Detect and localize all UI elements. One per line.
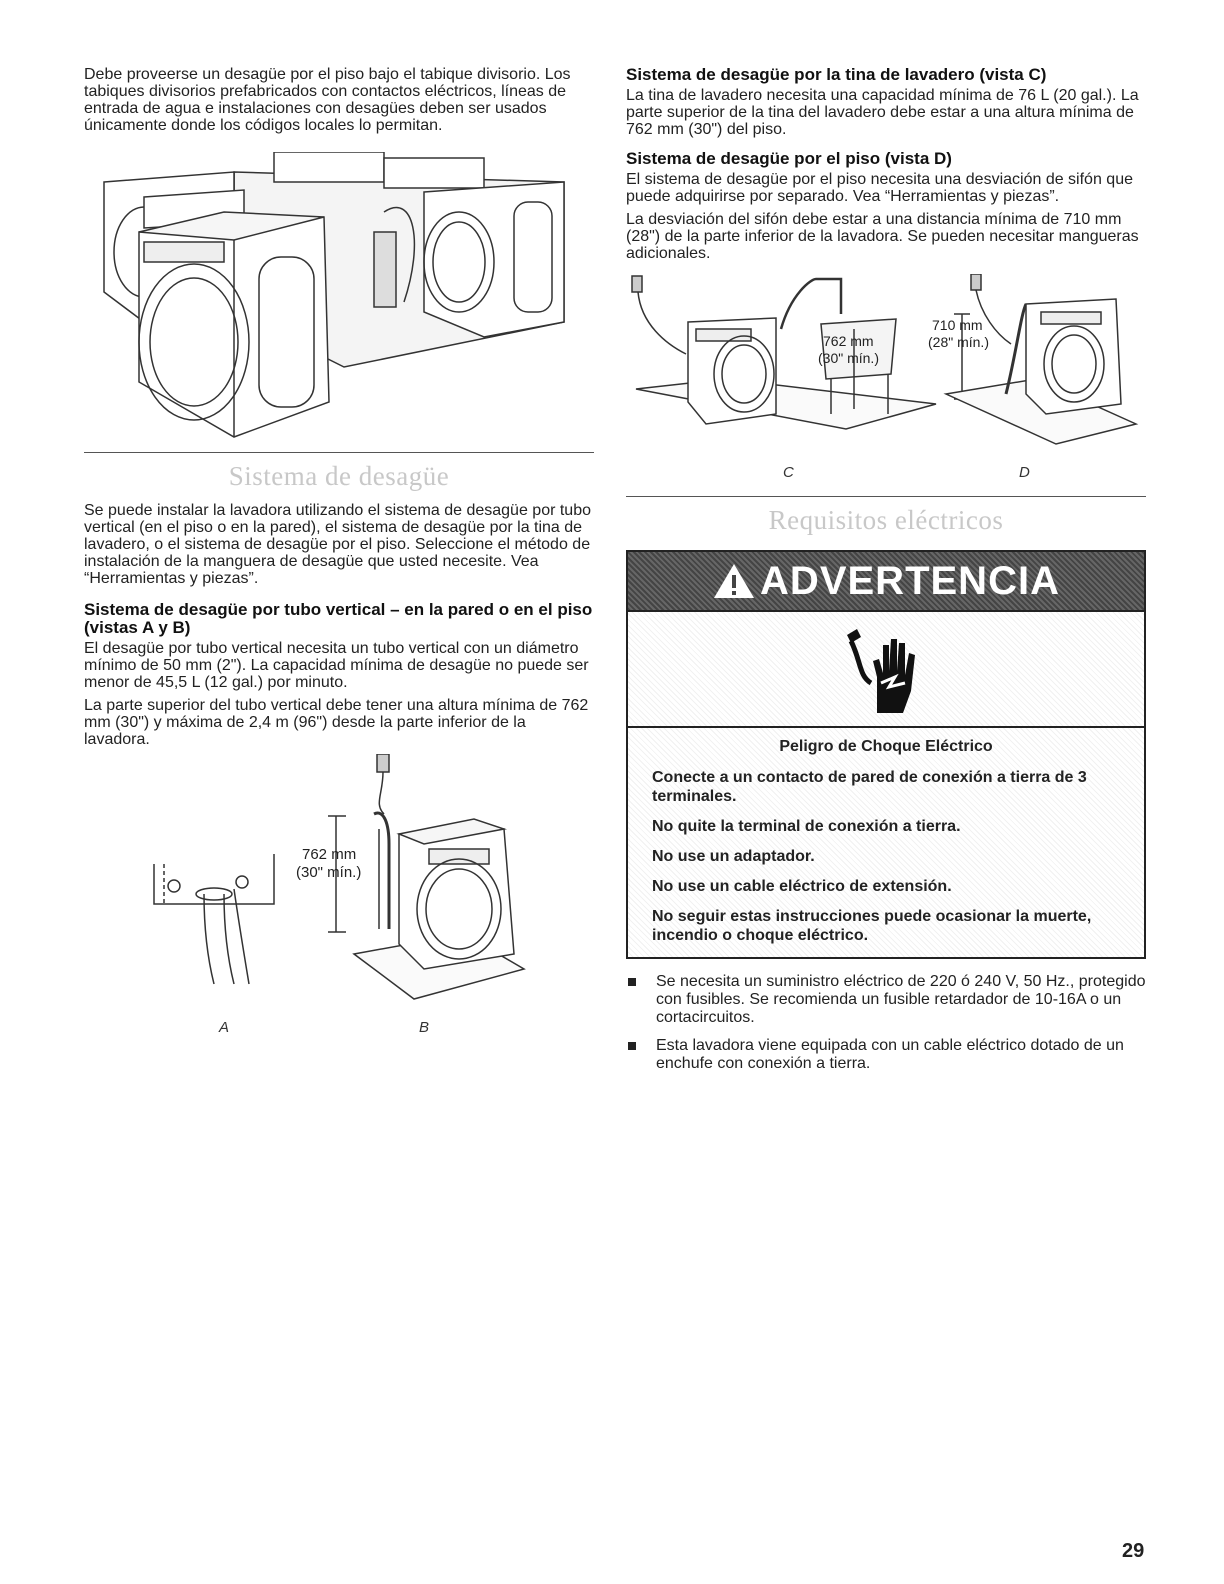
standpipe-paragraph-2: La parte superior del tubo vertical debe tener una altura mínima de 762 mm (30") y máxima de 2,4 m (96") desde la parte inferior de la lavadora. — [84, 697, 589, 748]
list-item — [626, 973, 1146, 1027]
electric-shock-hand-icon — [841, 621, 931, 717]
standpipe-heading: Sistema de desagüe por tubo vertical – en la pared o en el piso (vistas A y B) — [84, 600, 593, 637]
bullet-text-1: Se necesita un suministro eléctrico de 220 ó 240 V, 50 Hz., protegido con fusibles. Se recomienda un fusible retardador de 10-16A o un cortacircuitos. — [656, 973, 1146, 1026]
warning-triangle-icon — [712, 562, 756, 600]
floor-paragraph-1: El sistema de desagüe por el piso necesita una desviación de sifón que puede adquirirse por separado. Vea “Herramientas y piezas”. — [626, 171, 1133, 205]
bullet-square-icon — [628, 1042, 636, 1050]
warning-header — [628, 552, 1144, 610]
right-column — [626, 66, 1146, 1083]
bullet-square-icon — [628, 978, 636, 986]
floor-paragraph-2: La desviación del sifón debe estar a una distancia mínima de 710 mm (28") de la parte inferior de la lavadora. Se pueden necesitar mangueras adicionales. — [626, 211, 1139, 262]
warning-line-1: Conecte a un contacto de pared de conexión a tierra de 3 terminales. — [652, 769, 1087, 805]
tub-paragraph: La tina de lavadero necesita una capacidad mínima de 76 L (20 gal.). La parte superior de la tina del lavadero debe estar a una altura mínima de 762 mm (30") del piso. — [626, 87, 1139, 138]
warning-line-4: No use un cable eléctrico de extensión. — [652, 878, 952, 895]
caption-c: C — [783, 464, 794, 481]
warning-box — [626, 550, 1146, 959]
caption-a: A — [219, 1019, 230, 1036]
warning-icon-area — [628, 610, 1144, 728]
standpipe-paragraph-1: El desagüe por tubo vertical necesita un tubo vertical con un diámetro mínimo de 50 mm (2"). La capacidad mínima de desagüe no puede ser menor de 45,5 L (12 gal.) por minuto. — [84, 640, 589, 691]
partition-illustration — [84, 152, 594, 442]
warning-line-3: No use un adaptador. — [652, 848, 815, 865]
section-title-drain: Sistema de desagüe — [228, 461, 450, 491]
tub-heading: Sistema de desagüe por la tina de lavadero (vista C) — [626, 65, 1047, 84]
warning-line-2: No quite la terminal de conexión a tierra. — [652, 818, 961, 835]
dim-30-min: (30" mín.) — [296, 864, 362, 881]
dim-710-d: 710 mm — [932, 317, 983, 333]
standpipe-drawing — [84, 754, 594, 1014]
tub-floor-drain-drawing — [626, 274, 1146, 464]
warning-title: ADVERTENCIA — [760, 558, 1060, 603]
section-divider-electrical — [626, 496, 1146, 497]
dim-762-c: 762 mm — [823, 333, 874, 349]
dim-28-min-d: (28" mín.) — [928, 334, 989, 350]
drain-intro: Se puede instalar la lavadora utilizando el sistema de desagüe por tubo vertical (en el piso o en la pared), el sistema de desagüe por la tina de lavadero, o el sistema de desagüe por el piso. Seleccione el método de instalación de la manguera de desagüe que usted necesite. Vea “Herramientas y piezas”. — [84, 502, 591, 587]
intro-paragraph: Debe proveerse un desagüe por el piso bajo el tabique divisorio. Los tabiques divisorios prefabricados con contactos eléctricos, líneas de entrada de agua e instalaciones con desagües deben ser usados únicamente donde los códigos locales lo permitan. — [84, 66, 571, 134]
section-divider — [84, 452, 594, 453]
warning-line-5: No seguir estas instrucciones puede ocasionar la muerte, incendio o choque eléctrico. — [652, 908, 1092, 944]
caption-d: D — [1019, 464, 1030, 481]
figure-ab — [84, 754, 594, 1044]
washers-partition-drawing — [84, 152, 594, 442]
warning-body — [628, 728, 1144, 957]
page-number: 29 — [1122, 1540, 1145, 1562]
left-column — [84, 66, 594, 1044]
floor-heading: Sistema de desagüe por el piso (vista D) — [626, 149, 952, 168]
section-title-electrical: Requisitos eléctricos — [768, 505, 1004, 535]
figure-cd — [626, 274, 1146, 484]
electrical-bullets — [626, 973, 1146, 1073]
dim-762: 762 mm — [302, 846, 357, 863]
list-item — [626, 1037, 1146, 1073]
dim-30-min-c: (30" mín.) — [818, 350, 879, 366]
caption-b: B — [419, 1019, 430, 1036]
bullet-text-2: Esta lavadora viene equipada con un cable eléctrico dotado de un enchufe con conexión a tierra. — [656, 1037, 1124, 1072]
warning-subtitle: Peligro de Choque Eléctrico — [779, 738, 993, 755]
